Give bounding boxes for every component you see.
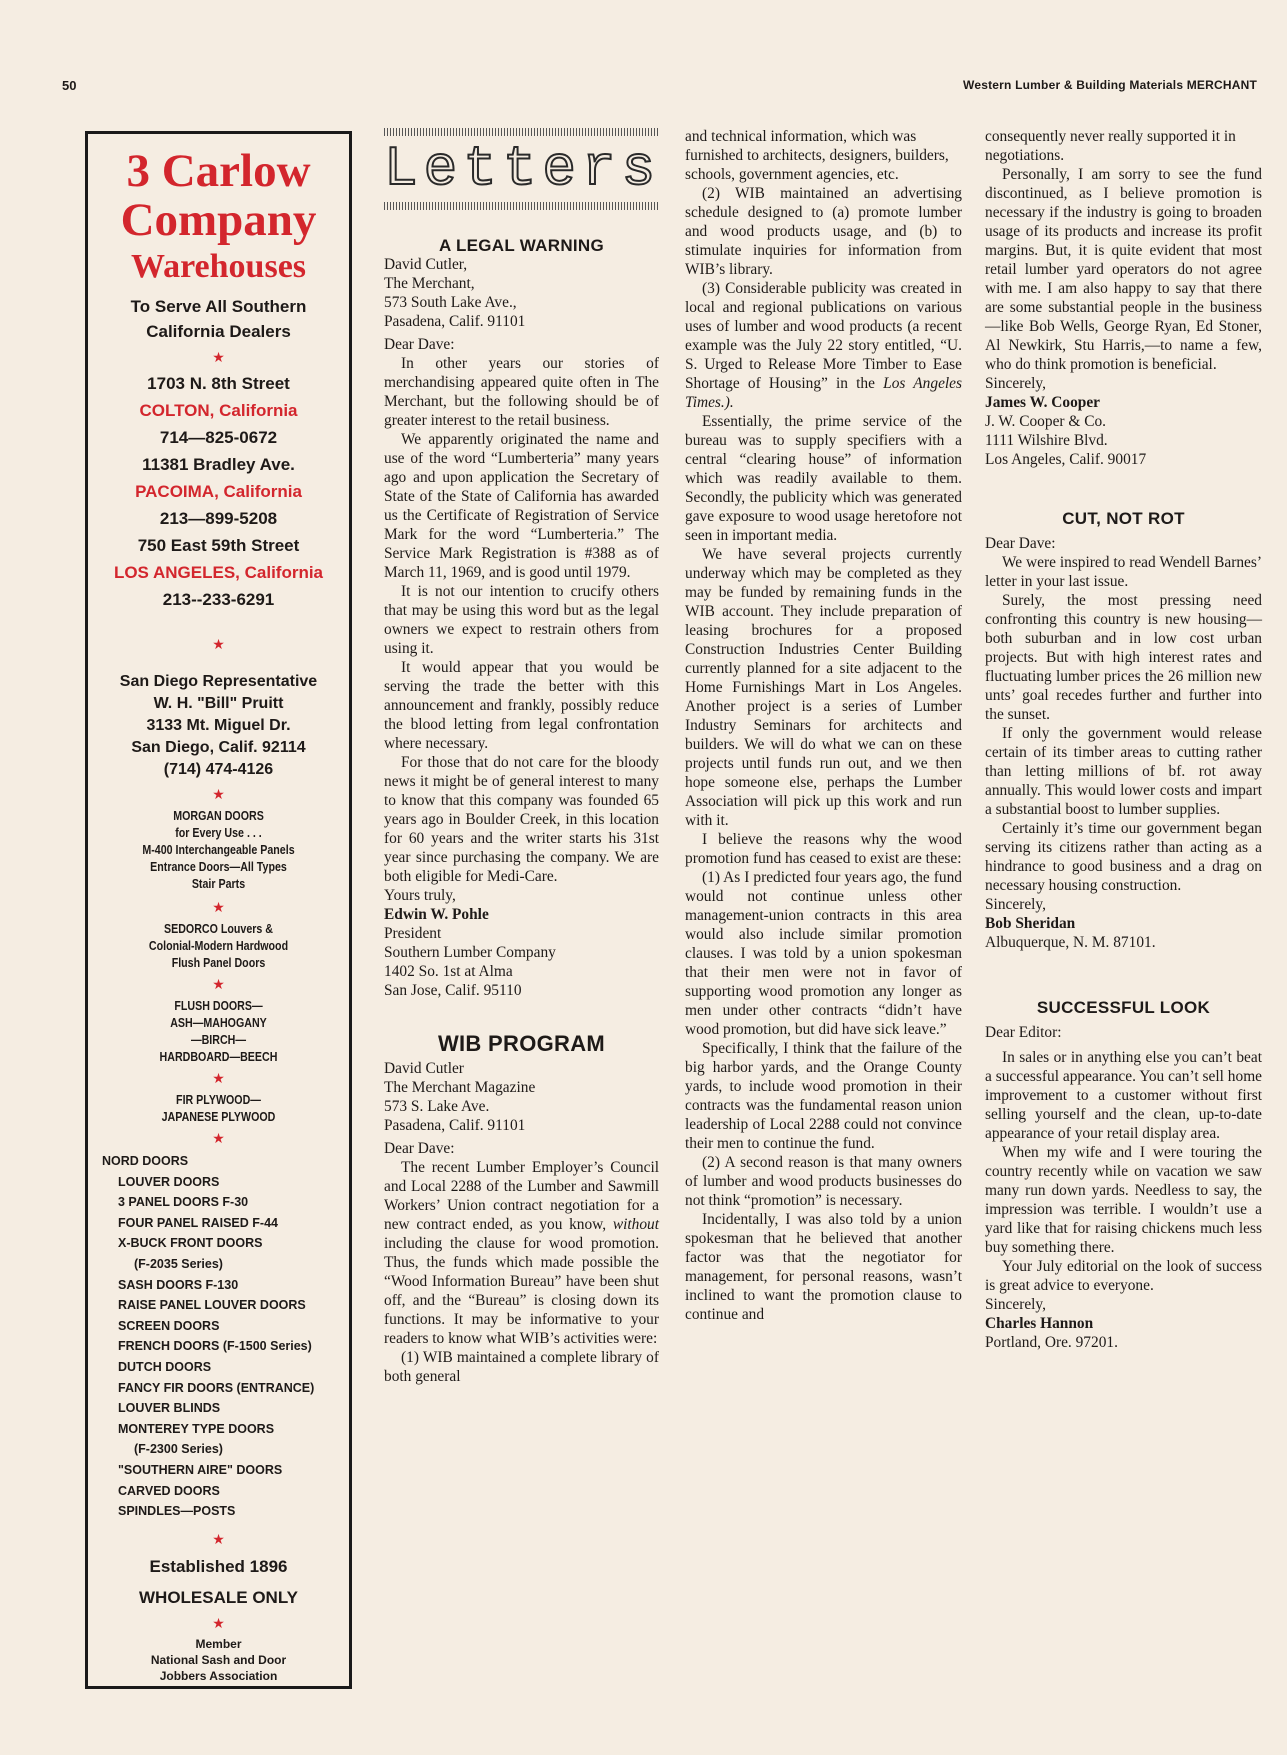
ad-san-diego-rep: San Diego Representative W. H. "Bill" Pruitt 3133 Mt. Miguel Dr. San Diego, Calif. 92114 (714) 474-4126 (119, 673, 318, 778)
letter-paragraph: It is not our intention to crucify others that may be using this word but as the legal owners we expect to restrain others from using it. (384, 583, 659, 657)
ad-product-plywood: FIR PLYWOOD— JAPANESE PLYWOOD (161, 1092, 276, 1124)
list-item: 3 PANEL DOORS F-30 (118, 1195, 249, 1210)
closing: Yours truly, (384, 887, 456, 904)
masthead-rule-bottom (384, 202, 659, 210)
letters-masthead: Letters (384, 137, 662, 201)
letter-address: David Cutler, The Merchant, 573 South Lake Ave., Pasadena, Calif. 91101 (384, 256, 526, 330)
star-icon: ★ (212, 899, 225, 915)
star-icon: ★ (212, 786, 225, 802)
letter-paragraph: (3) Considerable publicity was created in local and regional publications on various uses of lumber and wood products (a recent example was the July 22 story entitled, “U. S. Urged to Release More Timber to Ease Shortage of Housing” in the Los Angeles Times.). (685, 280, 962, 411)
letter-paragraph: consequently never really supported it in negotiations. (985, 128, 1236, 164)
list-item: X-BUCK FRONT DOORS (118, 1236, 263, 1251)
ad-company-name-3: Warehouses (130, 248, 307, 285)
ad-product-flush-doors: FLUSH DOORS— ASH—MAHOGANY —BIRCH— HARDBOARD—BEECH (159, 998, 278, 1064)
page-number: 50 (62, 78, 77, 93)
letter-paragraph: Essentially, the prime service of the bureau was to supply specifiers with a central “clearing house” of information which was readily available to them. Secondly, the publicity which was generated gave exposure to wood usage heretofore not seen in important media. (685, 413, 962, 544)
letter-paragraph: Your July editorial on the look of success is great advice to everyone. (985, 1258, 1262, 1294)
signature-name: James W. Cooper (985, 394, 1101, 411)
letter-paragraph: In other years our stories of merchandising appeared quite often in The Merchant, but the following should be of greater interest to the retail business. (384, 355, 659, 429)
letter-paragraph: It would appear that you would be serving the trade the better with this announcement and frankly, possibly reduce the blood letting from legal confrontation where necessary. (384, 659, 659, 752)
closing: Sincerely, (985, 896, 1046, 913)
ad-membership: Member National Sash and Door Jobbers Association (150, 1636, 287, 1683)
star-icon: ★ (212, 1614, 225, 1631)
list-item: FRENCH DOORS (F-1500 Series) (118, 1339, 312, 1354)
closing: Sincerely, (985, 375, 1046, 392)
nord-title: NORD DOORS (102, 1154, 189, 1168)
list-item: FOUR PANEL RAISED F-44 (118, 1215, 278, 1230)
star-icon: ★ (212, 349, 225, 365)
list-item: MONTEREY TYPE DOORS (118, 1421, 275, 1436)
list-item: (F-2035 Series) (134, 1256, 223, 1271)
list-item: (F-2300 Series) (134, 1442, 223, 1457)
ad-location-colton: 1703 N. 8th Street COLTON, California 714—825-0672 (139, 374, 298, 447)
ad-product-morgan: MORGAN DOORS for Every Use . . . M-400 Interchangeable Panels Entrance Doors—All Types Stair Parts (142, 808, 295, 891)
letter-heading-legal-warning: A LEGAL WARNING (438, 236, 605, 255)
ad-nord-doors-list (88, 1151, 349, 1522)
list-item: CARVED DOORS (118, 1483, 220, 1498)
letters-column-1: Letters A LEGAL WARNING David Cutler, The Merchant, 573 South Lake Ave., Pasadena, Calif. 91101 Dear Dave: In other years our stories of merchandising appeared quite often in The Merchant, but the following should be of greater interest to the retail business. We apparently originated the name and use of the word “Lumberteria” many years ago and upon application the Secretary of State of the State of California has awarded us the Certificate of Registration of Service Mark for the word “Lumberteria.” The Service Mark Registration is #388 as of March 11, 1969, and is good until 1979. It is not our intention to crucify others that may be using this word but as the legal owners we expect to restrain others from using it. It would appear that you would be serving the trade the better with this announcement and frankly, possibly reduce the blood letting from legal confrontation where necessary. For those that do not care for the bloody news it might be of general interest to many to know that this company was founded 65 years ago in Boulder Creek, in this location for 60 years and the writer starts his 31st year since purchasing the company. We are both eligible for Medi-Care. Yours truly, Edwin W. Pohle President Southern Lumber Company 1402 So. 1st at Alma San Jose, Calif. 95110 WIB PROGRAM David Cutler The Merchant Magazine 573 S. Lake Ave. Pasadena, Calif. 91101 Dear Dave: The recent Lumber Employer’s Council and Local 2288 of the Lumber and Sawmill Workers’ Union contract negotiation for a new contract ended, as you know, without including the clause for wood promotion. Thus, the funds which made possible the “Wood Information Bureau” have been shut off, and the “Bureau” is closing down its functions. It may be informative to your readers to know what WIB’s activities were: (1) WIB maintained a complete library of both general (384, 128, 659, 1386)
list-item: "SOUTHERN AIRE" DOORS (118, 1462, 283, 1477)
list-item: LOUVER BLINDS (118, 1401, 221, 1416)
salutation: Dear Editor: (985, 1024, 1062, 1041)
salutation: Dear Dave: (384, 1140, 455, 1157)
list-item: SPINDLES—POSTS (118, 1504, 236, 1519)
carlow-advertisement (85, 131, 352, 1689)
ad-established: Established 1896 (149, 1556, 288, 1576)
letter-address: David Cutler The Merchant Magazine 573 S. Lake Ave. Pasadena, Calif. 91101 (384, 1060, 536, 1134)
letter-heading-successful-look: SUCCESSFUL LOOK (1036, 998, 1211, 1017)
page-header (0, 78, 1287, 100)
letter-paragraph: (1) As I predicted four years ago, the fund would not continue unless other management-union contracts in this area would also include similar promotion clauses. I was told by a union spokesman that their men were not in favor of supporting wood promotion any longer as men under other contracts “didn’t have wood promotion, but did have sick leave.” (685, 869, 962, 1038)
letter-paragraph: (1) WIB maintained a complete library of both general (384, 1349, 659, 1385)
letter-paragraph: We were inspired to read Wendell Barnes’ letter in your last issue. (985, 554, 1262, 590)
letters-column-2 (685, 127, 962, 1324)
letter-paragraph: (2) WIB maintained an advertising schedule designed to (a) promote lumber and wood products usage, and (b) to stimulate inquiries for information from WIB’s library. (685, 185, 962, 278)
letters-column-3: consequently never really supported it in negotiations. Personally, I am sorry to see the fund discontinued, as I believe promotion is necessary if the industry is going to broaden usage of its products and increase its profit margins. But, it is quite evident that most retail lumber yard operators do not agree with me. I am also happy to say that there are some substantial people in the business—like Bob Wells, George Ryan, Ed Stoner, Al Newkirk, Stu Harris,—to name a few, who do think promotion is beneficial. Sincerely, James W. Cooper J. W. Cooper & Co. 1111 Wilshire Blvd. Los Angeles, Calif. 90017 CUT, NOT ROT Dear Dave: We were inspired to read Wendell Barnes’ letter in your last issue. Surely, the most pressing need confronting this country is new housing—both suburban and in low cost urban projects. But with high interest rates and fluctuating lumber prices the 26 million new unts’ goal recedes further and further into the sunset. If only the government would release certain of its timber areas to cutting rather than letting millions of bf. rot away annually. This would lower costs and impart a substantial boost to lumber supplies. Certainly it’s time our government began serving its citizens rather than acting as a hindrance to good business and a drag on necessary housing construction. Sincerely, Bob Sheridan Albuquerque, N. M. 87101. SUCCESSFUL LOOK Dear Editor: In sales or in anything else you can’t beat a successful appearance. You can’t sell home improvement to a customer without first selling yourself and the clean, up-to-date appearance of your retail display area. When my wife and I were touring the country recently while on vacation we saw many run down yards. Needless to say, the impression was terrible. I wouldn’t use a yard like that for raising chickens much less buy something there. Your July editorial on the look of success is great advice to everyone. Sincerely, Charles Hannon Portland, Ore. 97201. (985, 128, 1262, 1351)
letter-paragraph: (2) A second reason is that many owners of lumber and wood products businesses do not think “promotion” is necessary. (685, 1154, 962, 1209)
letter-paragraph: Surely, the most pressing need confronting this country is new housing—both suburban and in low cost urban projects. But with high interest rates and fluctuating lumber prices the 26 million new unts’ goal recedes further and further into the sunset. (985, 592, 1262, 723)
ad-tagline: To Serve All Southern California Dealers (130, 297, 307, 341)
star-icon: ★ (212, 1530, 225, 1547)
letter-paragraph: We apparently originated the name and use of the word “Lumberteria” many years ago and upon application the Secretary of State of the State of California has awarded us the Certificate of Registration of Service Mark for the word “Lumberteria.” The Service Mark Registration is #388 as of March 11, 1969, and is good until 1979. (384, 431, 659, 581)
letter-paragraph: Personally, I am sorry to see the fund discontinued, as I believe promotion is necessary if the industry is going to broaden usage of its products and increase its profit margins. But, it is quite evident that most retail lumber yard operators do not agree with me. I am also happy to say that there are some substantial people in the business—like Bob Wells, George Ryan, Ed Stoner, Al Newkirk, Stu Harris,—to name a few, who do think promotion is beneficial. (985, 166, 1262, 373)
masthead-rule-top (384, 128, 659, 136)
ad-company-name-2: Company (120, 194, 317, 246)
publication-title: Western Lumber & Building Materials MERCHANT (963, 78, 1257, 92)
letter-paragraph: For those that do not care for the bloody news it might be of general interest to many to know that this company was founded 65 years ago in Boulder Creek, in this location for 60 years and the writer starts his 31st year since purchasing the company. We are both eligible for Medi-Care. (384, 754, 659, 885)
star-icon: ★ (212, 1130, 225, 1146)
letter-paragraph: I believe the reasons why the wood promotion fund has ceased to exist are these: (685, 831, 962, 867)
list-item: SASH DOORS F-130 (118, 1277, 239, 1292)
signature-name: Charles Hannon (985, 1315, 1094, 1332)
letter-paragraph: When my wife and I were touring the country recently while on vacation we saw many run down yards. Needless to say, the impression was terrible. I wouldn’t use a yard like that for raising chickens much less buy something there. (985, 1144, 1262, 1256)
salutation: Dear Dave: (985, 535, 1056, 552)
list-item: LOUVER DOORS (118, 1174, 220, 1189)
ad-location-los-angeles: 750 East 59th Street LOS ANGELES, California 213--233-6291 (113, 536, 324, 609)
ad-product-sedorco: SEDORCO Louvers & Colonial-Modern Hardwood Flush Panel Doors (148, 921, 289, 970)
ad-wholesale: WHOLESALE ONLY (139, 1587, 298, 1607)
list-item: DUTCH DOORS (118, 1359, 212, 1374)
star-icon: ★ (212, 636, 225, 652)
letter-paragraph: Certainly it’s time our government began serving its citizens rather than acting as a hindrance to good business and a drag on necessary housing construction. (985, 820, 1262, 894)
closing: Sincerely, (985, 1296, 1046, 1313)
signature-name: Bob Sheridan (985, 915, 1076, 932)
signature-name: Edwin W. Pohle (384, 906, 489, 923)
letter-paragraph: Incidentally, I was also told by a union spokesman that he believed that another factor was that the negotiator for management, for personal reasons, wasn’t inclined to want the promotion clause to continue and (685, 1211, 962, 1323)
letter-heading-cut-not-rot: CUT, NOT ROT (1062, 509, 1185, 528)
salutation: Dear Dave: (384, 336, 455, 353)
letter-heading-wib-program: WIB PROGRAM (437, 1031, 606, 1056)
letter-paragraph: If only the government would release certain of its timber areas to cutting rather than letting millions of bf. rot away annually. This would lower costs and impart a substantial boost to lumber supplies. (985, 725, 1262, 818)
list-item: RAISE PANEL LOUVER DOORS (118, 1298, 306, 1313)
ad-company-name-1: 3 Carlow (126, 145, 311, 197)
letter-paragraph: Specifically, I think that the failure of the big harbor yards, and the Orange County yards, to include wood promotion in their contracts was the fundamental reason union leadership of Local 2288 could not convince their men to continue the fund. (685, 1040, 962, 1152)
list-item: FANCY FIR DOORS (ENTRANCE) (118, 1380, 315, 1395)
star-icon: ★ (212, 1070, 225, 1086)
ad-location-pacoima: 11381 Bradley Ave. PACOIMA, California 213—899-5208 (135, 455, 302, 528)
list-item: SCREEN DOORS (118, 1318, 220, 1333)
letter-paragraph: and technical information, which was furnished to architects, designers, builders, schools, government agencies, etc. (685, 128, 949, 183)
letter-paragraph: In sales or in anything else you can’t beat a successful appearance. You can’t sell home improvement to a customer without first selling yourself and the clean, up-to-date appearance of your retail display area. (985, 1049, 1262, 1142)
star-icon: ★ (212, 976, 225, 992)
letter-paragraph: We have several projects currently underway which may be completed as they may be funded by remaining funds in the WIB account. They include preparation of leasing brochures for a proposed Construction Industries Center Building currently planned for a site adjacent to the Home Furnishings Mart in Los Angeles. Another project is a series of Lumber Industry Seminars for architects and builders. We will do what we can on these projects until funds run out, and we then hope someone else, perhaps the Lumber Association will pick up this work and run with it. (685, 546, 962, 829)
letter-paragraph: The recent Lumber Employer’s Council and Local 2288 of the Lumber and Sawmill Workers’ Union contract negotiation for a new contract ended, as you know, without including the clause for wood promotion. Thus, the funds which made possible the “Wood Information Bureau” have been shut off, and the “Bureau” is closing down its functions. It may be informative to your readers to know what WIB’s activities were: (384, 1159, 659, 1347)
